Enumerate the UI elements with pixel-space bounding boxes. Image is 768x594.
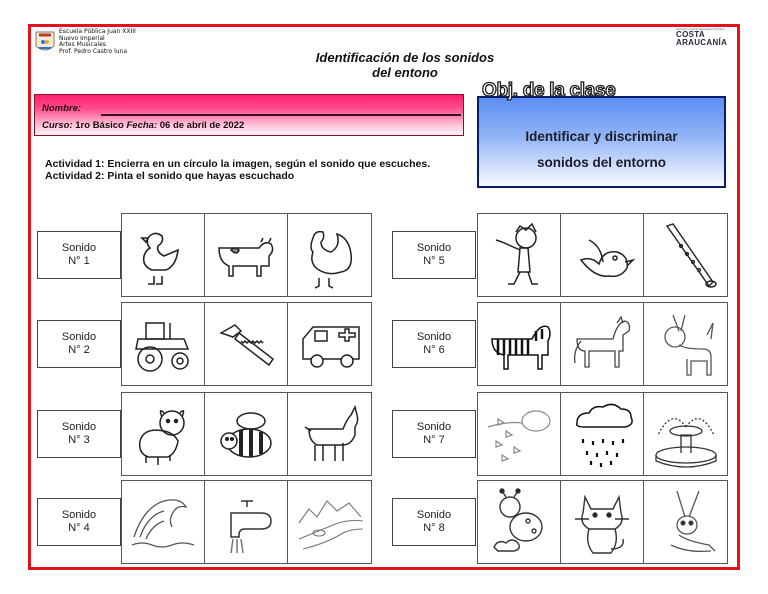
- sound-label-3: [37, 410, 121, 458]
- recorder-flute-icon: [651, 220, 721, 290]
- faucet-image[interactable]: [205, 481, 288, 563]
- sound-number: N° 3: [68, 434, 90, 446]
- cat-icon: [567, 487, 637, 557]
- sound-5-images: [477, 213, 728, 297]
- student-info-box: [34, 94, 464, 136]
- bee-image[interactable]: [205, 393, 288, 475]
- sound-label-6: [392, 320, 476, 368]
- sound-4-images: [121, 480, 372, 564]
- name-label: Nombre:: [42, 103, 82, 114]
- objective-line-2: sonidos del entorno: [536, 155, 666, 170]
- donkey-icon: [651, 309, 721, 379]
- wave-image[interactable]: [122, 481, 205, 563]
- dog-icon: [128, 399, 198, 469]
- date-value: 06 de abril de 2022: [159, 120, 245, 131]
- river-image[interactable]: [288, 481, 371, 563]
- horse-image[interactable]: [561, 303, 644, 385]
- sound-number: N° 1: [68, 255, 90, 267]
- title-line-1: Identificación de los sonidos: [315, 50, 495, 65]
- cow-icon: [211, 220, 281, 290]
- bee-icon: [211, 399, 281, 469]
- brand-name-araucania: ARAUCANÍA: [676, 38, 728, 47]
- recorder-flute-image[interactable]: [644, 214, 727, 296]
- activity-2: Actividad 2: Pinta el sonido que hayas escuchado: [45, 170, 295, 182]
- school-city: Nuevo Imperial: [59, 34, 105, 42]
- sound-number: N° 5: [423, 255, 445, 267]
- dog-image[interactable]: [122, 393, 205, 475]
- activities: [45, 158, 430, 182]
- sound-1-images: [121, 213, 372, 297]
- boy-whistling-icon: [484, 220, 554, 290]
- cow-image[interactable]: [205, 214, 288, 296]
- sound-label-5: [392, 231, 476, 279]
- sound-2-images: [121, 302, 372, 386]
- saw-icon: [211, 309, 281, 379]
- course-value: 1ro Básico: [75, 120, 124, 131]
- tractor-image[interactable]: [122, 303, 205, 385]
- sound-label-7: [392, 410, 476, 458]
- sound-label-text: Sonido: [416, 509, 452, 521]
- objective-box: [477, 96, 726, 188]
- sound-7-images: [477, 392, 728, 476]
- fountain-image[interactable]: [644, 393, 727, 475]
- sound-number: N° 7: [423, 434, 445, 446]
- wind-image[interactable]: [478, 393, 561, 475]
- cricket-icon: [651, 487, 721, 557]
- horse-icon: [567, 309, 637, 379]
- ambulance-image[interactable]: [288, 303, 371, 385]
- sound-label-4: [37, 498, 121, 546]
- sound-6-images: [477, 302, 728, 386]
- donkey-image[interactable]: [644, 303, 727, 385]
- date-label: Fecha:: [126, 120, 158, 131]
- sound-label-1: [37, 231, 121, 279]
- rooster-icon: [295, 220, 365, 290]
- tractor-icon: [128, 309, 198, 379]
- zebra-icon: [484, 309, 554, 379]
- objective-line-1: Identificar y discriminar: [525, 129, 678, 144]
- bird-icon: [567, 220, 637, 290]
- ambulance-icon: [295, 309, 365, 379]
- wave-icon: [128, 487, 198, 557]
- school-name: Escuela Pública Juan XXIII: [59, 28, 136, 35]
- zebra-image[interactable]: [478, 303, 561, 385]
- objective-title: Obj. de la clase: [482, 80, 616, 101]
- brand-small-text: Servicio Local de Educación Pública: [676, 28, 725, 31]
- brand-name-costa: COSTA: [676, 30, 705, 39]
- goat-icon: [295, 399, 365, 469]
- brand-name-line-2: [676, 39, 740, 47]
- sound-number: N° 6: [423, 344, 445, 356]
- ladybug-icon: [484, 487, 554, 557]
- sound-label-text: Sonido: [416, 242, 452, 254]
- title-line-2: del entono: [372, 65, 438, 80]
- sound-label-8: [392, 498, 476, 546]
- cricket-image[interactable]: [644, 481, 727, 563]
- faucet-icon: [211, 487, 281, 557]
- sound-label-text: Sonido: [61, 509, 97, 521]
- sound-number: N° 4: [68, 522, 90, 534]
- school-teacher: Prof. Pedro Castro luna: [59, 47, 128, 55]
- course-date-row: [42, 120, 244, 131]
- sound-label-text: Sonido: [61, 242, 97, 254]
- name-input-line[interactable]: [101, 114, 461, 116]
- wind-icon: [484, 399, 554, 469]
- sound-3-images: [121, 392, 372, 476]
- sound-label-text: Sonido: [61, 421, 97, 433]
- duck-icon: [128, 220, 198, 290]
- rooster-image[interactable]: [288, 214, 371, 296]
- sound-number: N° 8: [423, 522, 445, 534]
- cat-image[interactable]: [561, 481, 644, 563]
- river-icon: [295, 487, 365, 557]
- sound-label-2: [37, 320, 121, 368]
- rain-icon: [567, 399, 637, 469]
- objective-text: [479, 124, 724, 176]
- sound-label-text: Sonido: [416, 421, 452, 433]
- school-crest-icon: [34, 30, 56, 54]
- bird-image[interactable]: [561, 214, 644, 296]
- rain-image[interactable]: [561, 393, 644, 475]
- sound-8-images: [477, 480, 728, 564]
- school-subject: Artes Musicales: [59, 41, 106, 48]
- boy-whistling-image[interactable]: [478, 214, 561, 296]
- activity-1: Actividad 1: Encierra en un círculo la imagen, según el sonido que escuches.: [45, 158, 431, 170]
- school-info: [59, 29, 136, 55]
- document-title: [290, 50, 520, 80]
- sound-label-text: Sonido: [416, 331, 452, 343]
- saw-image[interactable]: [205, 303, 288, 385]
- brand-logo: [676, 28, 740, 56]
- duck-image[interactable]: [122, 214, 205, 296]
- sound-number: N° 2: [68, 344, 90, 356]
- goat-image[interactable]: [288, 393, 371, 475]
- course-label: Curso:: [42, 120, 73, 131]
- fountain-icon: [651, 399, 721, 469]
- sound-label-text: Sonido: [61, 331, 97, 343]
- ladybug-image[interactable]: [478, 481, 561, 563]
